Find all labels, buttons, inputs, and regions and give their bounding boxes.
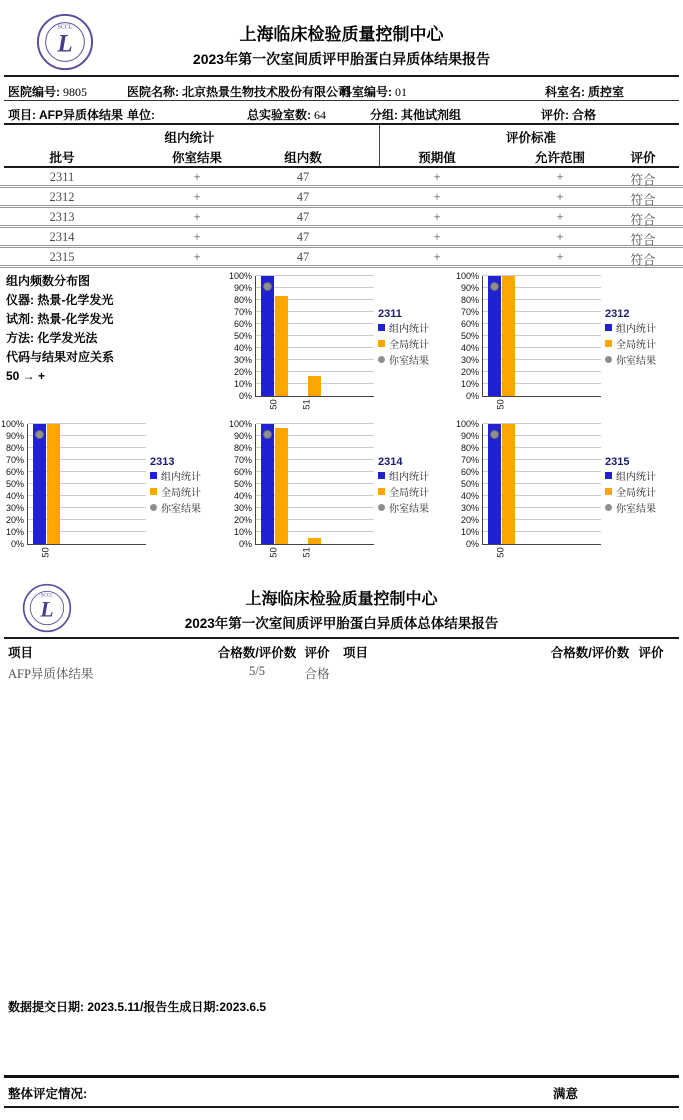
item-field xyxy=(8,106,123,123)
table1-header-row xyxy=(0,148,683,166)
table-cell: 符合 xyxy=(630,193,656,207)
report2-title: 2023年第一次室间质评甲胎蛋白异质体总体结果报告 xyxy=(184,616,499,631)
divider-line xyxy=(4,637,679,639)
table-cell: + xyxy=(433,210,441,224)
table-cell: 47 xyxy=(296,170,310,184)
y-axis-label: 10% xyxy=(233,527,252,537)
your-result-marker xyxy=(490,282,499,291)
table-cell: + xyxy=(556,230,564,244)
legend-entry: 组内统计 xyxy=(378,470,429,486)
chart-batch-label: 2312 xyxy=(605,308,630,320)
y-axis-label: 100% xyxy=(228,419,252,429)
hospital-name-value: 北京热景生物技术股份有限公司 xyxy=(182,85,351,99)
overall-eval-value: 满意 xyxy=(553,1087,579,1101)
y-axis-label: 80% xyxy=(233,295,252,305)
y-axis-label: 90% xyxy=(233,431,252,441)
chart-2311 xyxy=(228,270,455,422)
y-axis-label: 10% xyxy=(5,527,24,537)
overall-eval-label: 整体评定情况: xyxy=(8,1087,88,1101)
legend-swatch-icon xyxy=(605,324,612,331)
bar-全局统计 xyxy=(47,424,60,544)
y-axis-label: 10% xyxy=(460,527,479,537)
hospital-name-field xyxy=(127,83,350,100)
y-axis-label: 40% xyxy=(233,343,252,353)
divider-line xyxy=(4,123,679,125)
org-title: 上海临床检验质量控制中心 xyxy=(239,25,444,44)
x-axis-label: 51 xyxy=(301,547,313,558)
table-cell: + xyxy=(193,230,201,244)
group-field xyxy=(370,106,461,123)
y-axis-label: 40% xyxy=(5,491,24,501)
chart-note-line: 组内频数分布图 xyxy=(6,274,91,288)
bar-全局统计 xyxy=(308,376,321,396)
chart-legend xyxy=(378,306,429,370)
table-cell: + xyxy=(193,210,201,224)
y-axis-label: 0% xyxy=(238,539,252,549)
table-cell: 符合 xyxy=(630,213,656,227)
chart-plot-area xyxy=(482,276,601,397)
dept-name-value: 质控室 xyxy=(588,85,625,99)
legend-entry: 你室结果 xyxy=(605,502,656,518)
legend-swatch-icon xyxy=(150,488,157,495)
your-result-marker xyxy=(263,282,272,291)
legend-entry: 全局统计 xyxy=(605,486,656,502)
table-cell: + xyxy=(556,250,564,264)
y-axis-label: 30% xyxy=(233,355,252,365)
y-axis-label: 70% xyxy=(460,455,479,465)
chart-plot-area xyxy=(255,424,374,545)
y-axis-label: 70% xyxy=(460,307,479,317)
y-axis-label: 60% xyxy=(233,319,252,329)
legend-entry: 组内统计 xyxy=(605,322,656,338)
legend-swatch-icon xyxy=(605,472,612,479)
table-row xyxy=(0,228,683,248)
y-axis-label: 0% xyxy=(465,391,479,401)
chart-note-line: 代码与结果对应关系 xyxy=(6,350,115,364)
table-cell: + xyxy=(556,210,564,224)
legend-entry: 你室结果 xyxy=(605,354,656,370)
table-cell: + xyxy=(556,170,564,184)
y-axis-label: 90% xyxy=(460,283,479,293)
chart-batch-label: 2315 xyxy=(605,456,630,468)
chart-batch-label: 2311 xyxy=(378,308,402,320)
y-axis-label: 30% xyxy=(233,503,252,513)
y-axis-label: 60% xyxy=(460,319,479,329)
y-axis-label: 80% xyxy=(460,295,479,305)
eval-label: 评价: xyxy=(541,108,569,122)
y-axis-label: 20% xyxy=(5,515,24,525)
col2-pass-count: 合格数/评价数 xyxy=(217,646,297,660)
chart-note-line: 方法: 化学发光法 xyxy=(6,331,98,345)
y-axis-label: 100% xyxy=(455,419,479,429)
table-cell: + xyxy=(433,250,441,264)
legend-entry: 全局统计 xyxy=(378,486,429,502)
legend-swatch-icon xyxy=(150,472,157,479)
divider-line xyxy=(4,1106,679,1108)
col-allowed-range: 允许范围 xyxy=(534,151,585,165)
org-title-2: 上海临床检验质量控制中心 xyxy=(245,591,438,608)
legend-marker-icon xyxy=(605,356,612,363)
y-axis-label: 50% xyxy=(460,331,479,341)
table-row xyxy=(0,664,683,680)
bar-组内统计 xyxy=(488,424,501,544)
item-label: 项目: xyxy=(8,108,36,122)
table-cell: + xyxy=(193,190,201,204)
hospital-name-label: 医院名称: xyxy=(127,85,179,99)
legend-entry: 你室结果 xyxy=(150,502,201,518)
y-axis-label: 70% xyxy=(233,307,252,317)
x-axis-label: 51 xyxy=(301,399,313,410)
table-cell: AFP异质体结果 xyxy=(8,667,94,681)
seal-text: SCCL xyxy=(57,24,73,31)
legend-swatch-icon xyxy=(605,488,612,495)
chart-legend xyxy=(150,454,201,518)
table-row xyxy=(0,248,683,268)
y-axis-label: 50% xyxy=(233,331,252,341)
x-axis-label: 50 xyxy=(495,547,507,558)
table-cell: 5/5 xyxy=(249,664,265,678)
y-axis-label: 70% xyxy=(233,455,252,465)
chart-info-block xyxy=(6,272,114,386)
group-header-criteria: 评价标准 xyxy=(505,131,556,145)
x-axis-label: 50 xyxy=(268,399,280,410)
y-axis-label: 20% xyxy=(460,515,479,525)
legend-swatch-icon xyxy=(378,340,385,347)
eval-field xyxy=(541,106,596,123)
y-axis-label: 60% xyxy=(5,467,24,477)
legend-entry: 你室结果 xyxy=(378,502,429,518)
table-cell: + xyxy=(556,190,564,204)
hospital-no-label: 医院编号: xyxy=(8,85,60,99)
your-result-marker xyxy=(263,430,272,439)
col2-evaluation: 评价 xyxy=(304,646,330,660)
y-axis-label: 80% xyxy=(233,443,252,453)
y-axis-label: 50% xyxy=(5,479,24,489)
hospital-no-value: 9805 xyxy=(63,85,87,99)
divider-line xyxy=(4,100,679,101)
chart-plot-area xyxy=(255,276,374,397)
legend-entry: 全局统计 xyxy=(150,486,201,502)
y-axis-label: 20% xyxy=(460,367,479,377)
total-labs-value: 64 xyxy=(314,108,326,122)
legend-swatch-icon xyxy=(605,340,612,347)
y-axis-label: 80% xyxy=(5,443,24,453)
y-axis-label: 30% xyxy=(5,503,24,513)
table-row xyxy=(0,168,683,188)
chart-2312 xyxy=(455,270,682,422)
dept-name-label: 科室名: xyxy=(545,85,585,99)
y-axis-label: 100% xyxy=(0,419,24,429)
y-axis-label: 60% xyxy=(460,467,479,477)
table-cell: 47 xyxy=(296,230,310,244)
chart-batch-label: 2314 xyxy=(378,456,403,468)
chart-note-line: 试剂: 热景-化学发光 xyxy=(6,312,114,326)
y-axis-label: 0% xyxy=(10,539,24,549)
your-result-marker xyxy=(35,430,44,439)
bar-组内统计 xyxy=(261,276,274,396)
col2-item-b: 项目 xyxy=(343,646,369,660)
chart-2314 xyxy=(228,418,455,570)
group-value: 其他试剂组 xyxy=(401,108,462,122)
y-axis-label: 20% xyxy=(233,367,252,377)
y-axis-label: 60% xyxy=(233,467,252,477)
y-axis-label: 0% xyxy=(465,539,479,549)
seal-text: SCCL xyxy=(40,593,54,599)
y-axis-label: 100% xyxy=(455,271,479,281)
table-row xyxy=(0,208,683,228)
group-header-in-group: 组内统计 xyxy=(164,131,215,145)
table-cell: 合格 xyxy=(304,667,330,681)
legend-marker-icon xyxy=(150,504,157,511)
total-labs-field xyxy=(247,106,326,123)
y-axis-label: 80% xyxy=(460,443,479,453)
y-axis-label: 0% xyxy=(238,391,252,401)
legend-swatch-icon xyxy=(378,324,385,331)
col-evaluation: 评价 xyxy=(630,151,656,165)
total-labs-label: 总实验室数: xyxy=(247,108,311,122)
hospital-no-field xyxy=(8,83,87,100)
unit-field xyxy=(127,106,155,123)
col-batch: 批号 xyxy=(49,151,75,165)
bar-全局统计 xyxy=(275,296,288,396)
legend-marker-icon xyxy=(378,504,385,511)
legend-swatch-icon xyxy=(378,488,385,495)
seal-monogram: L xyxy=(57,30,73,58)
submission-dates: 数据提交日期: 2023.5.11/报告生成日期:2023.6.5 xyxy=(8,1000,267,1014)
report1-title: 2023年第一次室间质评甲胎蛋白异质体结果报告 xyxy=(192,51,491,67)
table-cell: 符合 xyxy=(630,173,656,187)
col2-pass-count-b: 合格数/评价数 xyxy=(550,646,630,660)
chart-2313 xyxy=(0,418,227,570)
x-axis-label: 50 xyxy=(268,547,280,558)
bar-组内统计 xyxy=(488,276,501,396)
table-cell: + xyxy=(433,230,441,244)
dept-no-value: 01 xyxy=(395,85,407,99)
table-cell: 47 xyxy=(296,250,310,264)
dept-no-label: 科室编号: xyxy=(340,85,392,99)
legend-entry: 组内统计 xyxy=(150,470,201,486)
table-cell: 2311 xyxy=(49,170,75,184)
col-group-count: 组内数 xyxy=(284,151,322,165)
dept-name-field xyxy=(545,83,624,100)
y-axis-label: 90% xyxy=(460,431,479,441)
chart-note-line: 50 → + xyxy=(6,369,46,383)
chart-plot-area xyxy=(482,424,601,545)
legend-entry: 组内统计 xyxy=(605,470,656,486)
col-expected: 预期值 xyxy=(418,151,456,165)
y-axis-label: 30% xyxy=(460,355,479,365)
unit-label: 单位: xyxy=(127,108,155,122)
bar-全局统计 xyxy=(502,424,515,544)
y-axis-label: 20% xyxy=(233,515,252,525)
legend-entry: 全局统计 xyxy=(605,338,656,354)
table-cell: 2315 xyxy=(49,250,75,264)
y-axis-label: 10% xyxy=(460,379,479,389)
y-axis-label: 40% xyxy=(233,491,252,501)
legend-entry: 组内统计 xyxy=(378,322,429,338)
dept-no-field xyxy=(340,83,407,100)
table-cell: + xyxy=(193,170,201,184)
y-axis-label: 10% xyxy=(233,379,252,389)
item-value: AFP异质体结果 xyxy=(39,108,124,122)
divider-line xyxy=(4,1075,679,1078)
table-cell: 47 xyxy=(296,210,310,224)
y-axis-label: 70% xyxy=(5,455,24,465)
y-axis-label: 90% xyxy=(5,431,24,441)
table-cell: + xyxy=(193,250,201,264)
chart-batch-label: 2313 xyxy=(150,456,175,468)
table-cell: + xyxy=(433,170,441,184)
table-cell: 2312 xyxy=(49,190,75,204)
table-cell: 47 xyxy=(296,190,310,204)
chart-legend xyxy=(378,454,429,518)
legend-entry: 全局统计 xyxy=(378,338,429,354)
table-cell: 符合 xyxy=(630,233,656,247)
bar-全局统计 xyxy=(275,428,288,544)
col-your-result: 你室结果 xyxy=(171,151,222,165)
col2-item: 项目 xyxy=(8,646,34,660)
x-axis-label: 50 xyxy=(495,399,507,410)
y-axis-label: 50% xyxy=(460,479,479,489)
legend-marker-icon xyxy=(605,504,612,511)
y-axis-label: 30% xyxy=(460,503,479,513)
y-axis-label: 50% xyxy=(233,479,252,489)
eval-value: 合格 xyxy=(572,108,597,122)
chart-plot-area xyxy=(27,424,146,545)
table-cell: 符合 xyxy=(630,253,656,267)
col2-evaluation-b: 评价 xyxy=(638,646,664,660)
chart-note-line: 仪器: 热景-化学发光 xyxy=(6,293,114,307)
bar-全局统计 xyxy=(502,276,515,396)
table-cell: + xyxy=(433,190,441,204)
group-label: 分组: xyxy=(370,108,398,122)
y-axis-label: 90% xyxy=(233,283,252,293)
chart-legend xyxy=(605,306,656,370)
legend-entry: 你室结果 xyxy=(378,354,429,370)
y-axis-label: 100% xyxy=(228,271,252,281)
table2-header-row xyxy=(0,643,683,659)
your-result-marker xyxy=(490,430,499,439)
chart-legend xyxy=(605,454,656,518)
x-axis-label: 50 xyxy=(40,547,52,558)
y-axis-label: 40% xyxy=(460,343,479,353)
chart-2315 xyxy=(455,418,682,570)
table1-body xyxy=(0,168,683,268)
seal-monogram: L xyxy=(40,597,54,622)
bar-组内统计 xyxy=(261,424,274,544)
table-cell: 2313 xyxy=(49,210,75,224)
y-axis-label: 40% xyxy=(460,491,479,501)
divider-line xyxy=(4,75,679,77)
legend-swatch-icon xyxy=(378,472,385,479)
legend-marker-icon xyxy=(378,356,385,363)
table-cell: 2314 xyxy=(49,230,75,244)
bar-组内统计 xyxy=(33,424,46,544)
table-row xyxy=(0,188,683,208)
